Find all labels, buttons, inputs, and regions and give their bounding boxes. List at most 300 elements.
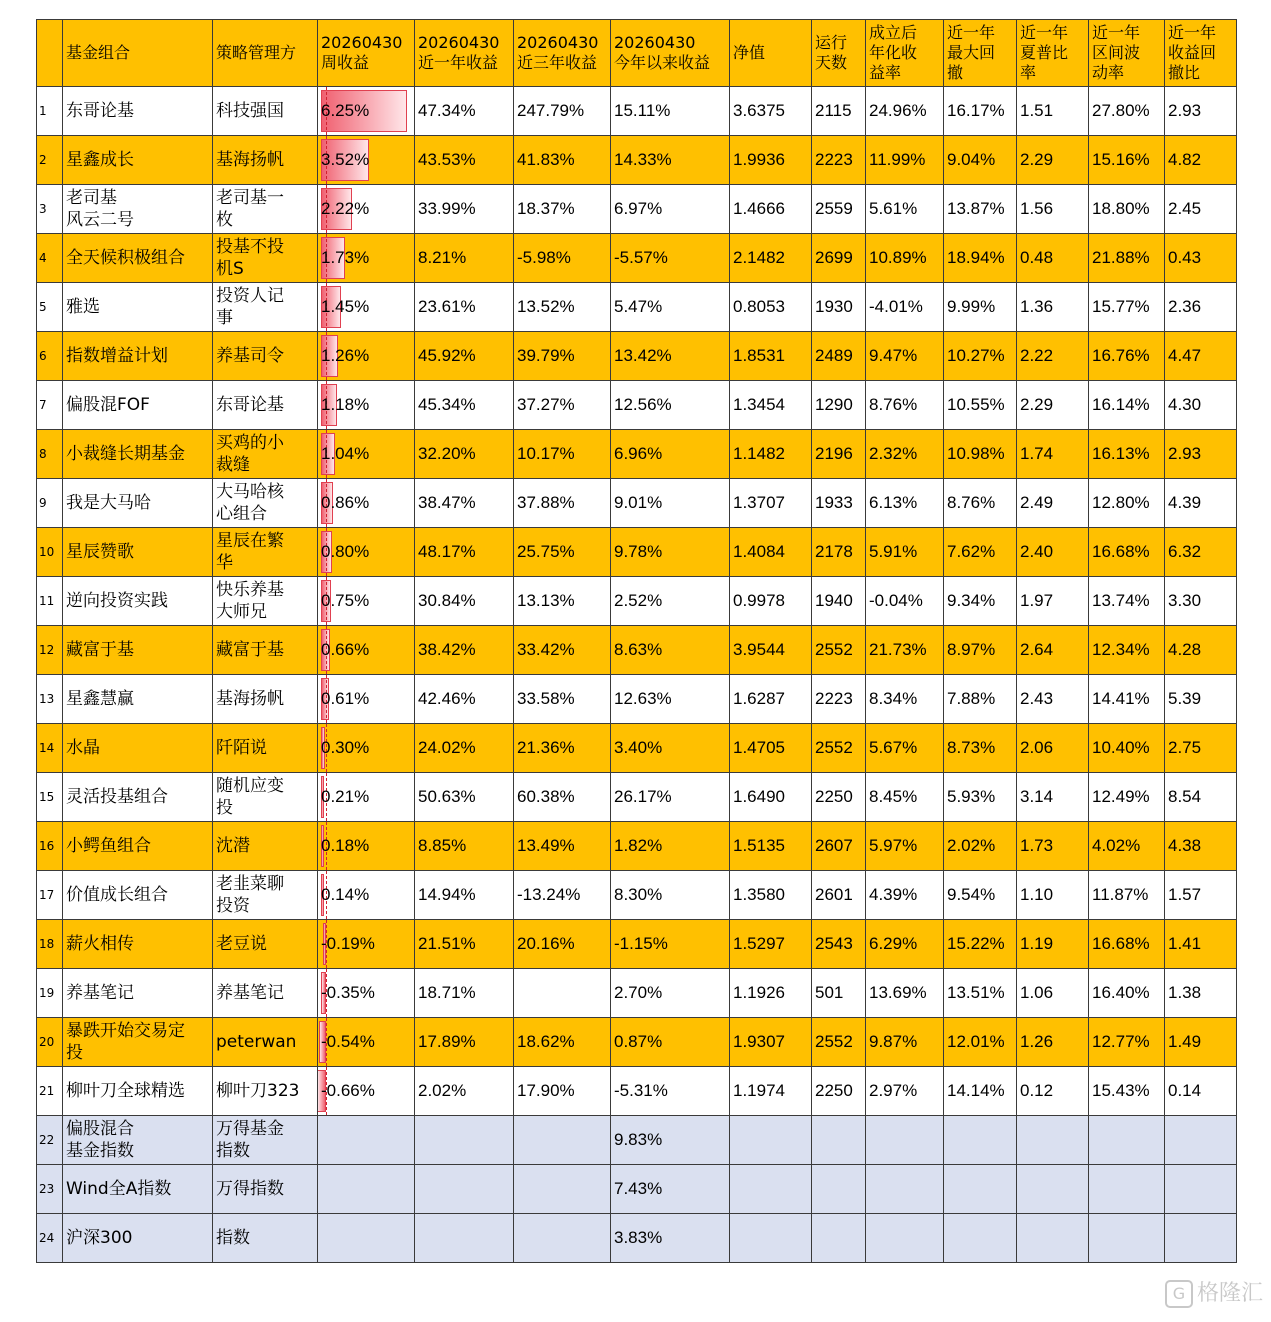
cell-run-days: 2178 bbox=[812, 528, 866, 577]
cell-manager: 投基不投 机S bbox=[213, 234, 318, 283]
cell-fund-name: 小裁缝长期基金 bbox=[63, 430, 213, 479]
table-row bbox=[37, 969, 1237, 1018]
cell-return-drawdown-ratio: 6.32 bbox=[1165, 528, 1237, 577]
cell-fund-name: 养基笔记 bbox=[63, 969, 213, 1018]
cell-fund-name: 沪深300 bbox=[63, 1214, 213, 1263]
cell-row-index: 14 bbox=[37, 724, 63, 773]
cell-return-drawdown-ratio: 2.93 bbox=[1165, 87, 1237, 136]
cell-fund-name: 藏富于基 bbox=[63, 626, 213, 675]
header-volatility: 近一年 区间波 动率 bbox=[1089, 20, 1165, 87]
cell-sharpe-ratio: 2.29 bbox=[1017, 136, 1089, 185]
cell-row-index: 6 bbox=[37, 332, 63, 381]
cell-sharpe-ratio: 3.14 bbox=[1017, 773, 1089, 822]
cell-one-year-return bbox=[415, 1165, 514, 1214]
cell-annualized-return: 8.45% bbox=[866, 773, 944, 822]
week-return-value: 3.52% bbox=[321, 150, 370, 169]
cell-sharpe-ratio: 2.64 bbox=[1017, 626, 1089, 675]
cell-three-year-return: 21.36% bbox=[514, 724, 611, 773]
cell-return-drawdown-ratio: 4.47 bbox=[1165, 332, 1237, 381]
cell-one-year-return: 18.71% bbox=[415, 969, 514, 1018]
cell-fund-name: 柳叶刀全球精选 bbox=[63, 1067, 213, 1116]
cell-volatility: 12.80% bbox=[1089, 479, 1165, 528]
cell-row-index: 24 bbox=[37, 1214, 63, 1263]
cell-week-return bbox=[318, 87, 415, 136]
table-row bbox=[37, 528, 1237, 577]
cell-three-year-return bbox=[514, 969, 611, 1018]
cell-ytd-return: 12.63% bbox=[611, 675, 730, 724]
cell-three-year-return: 13.13% bbox=[514, 577, 611, 626]
cell-ytd-return: 2.70% bbox=[611, 969, 730, 1018]
cell-nav: 1.4705 bbox=[730, 724, 812, 773]
cell-fund-name: 老司基 风云二号 bbox=[63, 185, 213, 234]
cell-nav: 1.1926 bbox=[730, 969, 812, 1018]
cell-ytd-return: 9.78% bbox=[611, 528, 730, 577]
cell-sharpe-ratio: 1.06 bbox=[1017, 969, 1089, 1018]
cell-row-index: 8 bbox=[37, 430, 63, 479]
table-row bbox=[37, 822, 1237, 871]
cell-manager: 星辰在繁 华 bbox=[213, 528, 318, 577]
cell-row-index: 2 bbox=[37, 136, 63, 185]
cell-three-year-return: 18.62% bbox=[514, 1018, 611, 1067]
cell-max-drawdown: 13.51% bbox=[944, 969, 1017, 1018]
cell-volatility: 16.76% bbox=[1089, 332, 1165, 381]
cell-sharpe-ratio: 0.48 bbox=[1017, 234, 1089, 283]
week-return-value: 0.80% bbox=[321, 542, 370, 561]
cell-nav: 3.9544 bbox=[730, 626, 812, 675]
cell-nav: 1.6287 bbox=[730, 675, 812, 724]
cell-nav: 1.4084 bbox=[730, 528, 812, 577]
cell-nav bbox=[730, 1116, 812, 1165]
header-annualized-return: 成立后 年化收 益率 bbox=[866, 20, 944, 87]
cell-one-year-return: 45.34% bbox=[415, 381, 514, 430]
cell-manager: 阡陌说 bbox=[213, 724, 318, 773]
cell-run-days bbox=[812, 1214, 866, 1263]
cell-row-index: 17 bbox=[37, 871, 63, 920]
cell-three-year-return: 247.79% bbox=[514, 87, 611, 136]
cell-annualized-return: 4.39% bbox=[866, 871, 944, 920]
cell-manager: 万得指数 bbox=[213, 1165, 318, 1214]
cell-fund-name: 星辰赞歌 bbox=[63, 528, 213, 577]
cell-volatility: 11.87% bbox=[1089, 871, 1165, 920]
week-return-value: 0.21% bbox=[321, 787, 370, 806]
cell-max-drawdown: 15.22% bbox=[944, 920, 1017, 969]
cell-manager: 老司基一 枚 bbox=[213, 185, 318, 234]
cell-annualized-return: 6.29% bbox=[866, 920, 944, 969]
cell-annualized-return bbox=[866, 1214, 944, 1263]
week-return-value: -0.66% bbox=[321, 1081, 375, 1100]
cell-nav: 1.9307 bbox=[730, 1018, 812, 1067]
cell-sharpe-ratio: 1.26 bbox=[1017, 1018, 1089, 1067]
cell-one-year-return: 2.02% bbox=[415, 1067, 514, 1116]
cell-volatility: 15.77% bbox=[1089, 283, 1165, 332]
cell-annualized-return: 8.34% bbox=[866, 675, 944, 724]
cell-three-year-return: -5.98% bbox=[514, 234, 611, 283]
table-row bbox=[37, 920, 1237, 969]
header-run-days: 运行 天数 bbox=[812, 20, 866, 87]
header-fund-name: 基金组合 bbox=[63, 20, 213, 87]
cell-max-drawdown: 18.94% bbox=[944, 234, 1017, 283]
cell-return-drawdown-ratio: 4.39 bbox=[1165, 479, 1237, 528]
cell-fund-name: Wind全A指数 bbox=[63, 1165, 213, 1214]
cell-fund-name: 全天候积极组合 bbox=[63, 234, 213, 283]
cell-ytd-return: -5.57% bbox=[611, 234, 730, 283]
cell-sharpe-ratio bbox=[1017, 1214, 1089, 1263]
cell-volatility: 12.49% bbox=[1089, 773, 1165, 822]
cell-manager: 基海扬帆 bbox=[213, 675, 318, 724]
cell-fund-name: 偏股混合 基金指数 bbox=[63, 1116, 213, 1165]
cell-week-return bbox=[318, 332, 415, 381]
cell-manager: 养基司令 bbox=[213, 332, 318, 381]
cell-three-year-return: 13.52% bbox=[514, 283, 611, 332]
cell-one-year-return: 43.53% bbox=[415, 136, 514, 185]
cell-nav: 1.3707 bbox=[730, 479, 812, 528]
cell-three-year-return: 25.75% bbox=[514, 528, 611, 577]
cell-return-drawdown-ratio: 4.38 bbox=[1165, 822, 1237, 871]
week-return-value: 2.22% bbox=[321, 199, 370, 218]
cell-max-drawdown bbox=[944, 1165, 1017, 1214]
cell-return-drawdown-ratio bbox=[1165, 1165, 1237, 1214]
cell-volatility: 12.34% bbox=[1089, 626, 1165, 675]
cell-week-return bbox=[318, 430, 415, 479]
cell-ytd-return: 13.42% bbox=[611, 332, 730, 381]
cell-fund-name: 小鳄鱼组合 bbox=[63, 822, 213, 871]
cell-ytd-return: 6.96% bbox=[611, 430, 730, 479]
week-return-value: 0.86% bbox=[321, 493, 370, 512]
cell-volatility: 14.41% bbox=[1089, 675, 1165, 724]
cell-one-year-return bbox=[415, 1214, 514, 1263]
cell-annualized-return: 6.13% bbox=[866, 479, 944, 528]
cell-ytd-return: 0.87% bbox=[611, 1018, 730, 1067]
cell-sharpe-ratio: 1.10 bbox=[1017, 871, 1089, 920]
index-row bbox=[37, 1165, 1237, 1214]
cell-ytd-return: 9.01% bbox=[611, 479, 730, 528]
cell-fund-name: 价值成长组合 bbox=[63, 871, 213, 920]
cell-row-index: 22 bbox=[37, 1116, 63, 1165]
table-row bbox=[37, 577, 1237, 626]
cell-one-year-return: 47.34% bbox=[415, 87, 514, 136]
cell-fund-name: 逆向投资实践 bbox=[63, 577, 213, 626]
header-three-year-return: 20260430 近三年收益 bbox=[514, 20, 611, 87]
cell-nav: 1.3580 bbox=[730, 871, 812, 920]
cell-row-index: 12 bbox=[37, 626, 63, 675]
cell-sharpe-ratio: 2.06 bbox=[1017, 724, 1089, 773]
cell-max-drawdown: 13.87% bbox=[944, 185, 1017, 234]
cell-nav bbox=[730, 1165, 812, 1214]
cell-annualized-return: 9.87% bbox=[866, 1018, 944, 1067]
cell-max-drawdown: 10.55% bbox=[944, 381, 1017, 430]
cell-ytd-return: 26.17% bbox=[611, 773, 730, 822]
cell-three-year-return: 17.90% bbox=[514, 1067, 611, 1116]
cell-fund-name: 星鑫成长 bbox=[63, 136, 213, 185]
cell-annualized-return: 5.91% bbox=[866, 528, 944, 577]
cell-week-return bbox=[318, 381, 415, 430]
cell-volatility: 13.74% bbox=[1089, 577, 1165, 626]
cell-fund-name: 指数增益计划 bbox=[63, 332, 213, 381]
cell-annualized-return: -0.04% bbox=[866, 577, 944, 626]
cell-return-drawdown-ratio: 1.41 bbox=[1165, 920, 1237, 969]
table-row bbox=[37, 1018, 1237, 1067]
cell-one-year-return: 8.85% bbox=[415, 822, 514, 871]
cell-volatility: 4.02% bbox=[1089, 822, 1165, 871]
cell-row-index: 13 bbox=[37, 675, 63, 724]
logo-g-icon: G bbox=[1165, 1280, 1193, 1308]
cell-manager: 买鸡的小 裁缝 bbox=[213, 430, 318, 479]
cell-return-drawdown-ratio: 4.28 bbox=[1165, 626, 1237, 675]
cell-return-drawdown-ratio bbox=[1165, 1214, 1237, 1263]
cell-volatility: 12.77% bbox=[1089, 1018, 1165, 1067]
cell-nav bbox=[730, 1214, 812, 1263]
week-return-value: 1.04% bbox=[321, 444, 370, 463]
header-row bbox=[37, 20, 1237, 87]
cell-row-index: 21 bbox=[37, 1067, 63, 1116]
cell-return-drawdown-ratio bbox=[1165, 1116, 1237, 1165]
cell-three-year-return: 39.79% bbox=[514, 332, 611, 381]
cell-run-days: 2552 bbox=[812, 1018, 866, 1067]
cell-run-days: 501 bbox=[812, 969, 866, 1018]
cell-ytd-return: -5.31% bbox=[611, 1067, 730, 1116]
cell-run-days: 2552 bbox=[812, 724, 866, 773]
week-return-value: 1.26% bbox=[321, 346, 370, 365]
header-one-year-return: 20260430 近一年收益 bbox=[415, 20, 514, 87]
cell-sharpe-ratio: 0.12 bbox=[1017, 1067, 1089, 1116]
cell-one-year-return: 42.46% bbox=[415, 675, 514, 724]
cell-manager: 藏富于基 bbox=[213, 626, 318, 675]
cell-sharpe-ratio: 2.22 bbox=[1017, 332, 1089, 381]
cell-one-year-return: 33.99% bbox=[415, 185, 514, 234]
cell-max-drawdown: 5.93% bbox=[944, 773, 1017, 822]
cell-three-year-return: 13.49% bbox=[514, 822, 611, 871]
cell-three-year-return: 20.16% bbox=[514, 920, 611, 969]
cell-manager: 东哥论基 bbox=[213, 381, 318, 430]
cell-max-drawdown: 2.02% bbox=[944, 822, 1017, 871]
cell-one-year-return: 21.51% bbox=[415, 920, 514, 969]
cell-max-drawdown: 9.34% bbox=[944, 577, 1017, 626]
cell-ytd-return: -1.15% bbox=[611, 920, 730, 969]
cell-sharpe-ratio: 2.29 bbox=[1017, 381, 1089, 430]
cell-three-year-return: 60.38% bbox=[514, 773, 611, 822]
cell-manager: 基海扬帆 bbox=[213, 136, 318, 185]
week-return-value: 0.18% bbox=[321, 836, 370, 855]
cell-nav: 1.1974 bbox=[730, 1067, 812, 1116]
cell-nav: 3.6375 bbox=[730, 87, 812, 136]
cell-fund-name: 东哥论基 bbox=[63, 87, 213, 136]
cell-volatility: 15.43% bbox=[1089, 1067, 1165, 1116]
cell-annualized-return: 24.96% bbox=[866, 87, 944, 136]
cell-max-drawdown bbox=[944, 1116, 1017, 1165]
table-row bbox=[37, 136, 1237, 185]
header-max-drawdown: 近一年 最大回 撤 bbox=[944, 20, 1017, 87]
cell-run-days: 2250 bbox=[812, 1067, 866, 1116]
table-row bbox=[37, 626, 1237, 675]
cell-sharpe-ratio: 1.73 bbox=[1017, 822, 1089, 871]
header-sharpe-ratio: 近一年 夏普比 率 bbox=[1017, 20, 1089, 87]
cell-one-year-return: 50.63% bbox=[415, 773, 514, 822]
cell-run-days bbox=[812, 1116, 866, 1165]
cell-row-index: 20 bbox=[37, 1018, 63, 1067]
cell-week-return bbox=[318, 479, 415, 528]
cell-return-drawdown-ratio: 2.36 bbox=[1165, 283, 1237, 332]
cell-week-return bbox=[318, 822, 415, 871]
cell-run-days: 2223 bbox=[812, 136, 866, 185]
cell-week-return bbox=[318, 724, 415, 773]
cell-sharpe-ratio: 1.56 bbox=[1017, 185, 1089, 234]
cell-manager: 老韭菜聊 投资 bbox=[213, 871, 318, 920]
cell-three-year-return bbox=[514, 1214, 611, 1263]
cell-max-drawdown: 9.99% bbox=[944, 283, 1017, 332]
cell-return-drawdown-ratio: 1.38 bbox=[1165, 969, 1237, 1018]
cell-annualized-return: 11.99% bbox=[866, 136, 944, 185]
cell-run-days: 1940 bbox=[812, 577, 866, 626]
cell-volatility bbox=[1089, 1116, 1165, 1165]
cell-return-drawdown-ratio: 0.14 bbox=[1165, 1067, 1237, 1116]
fund-performance-table bbox=[36, 19, 1237, 1263]
cell-sharpe-ratio bbox=[1017, 1165, 1089, 1214]
cell-ytd-return: 12.56% bbox=[611, 381, 730, 430]
cell-annualized-return: 5.97% bbox=[866, 822, 944, 871]
cell-ytd-return: 6.97% bbox=[611, 185, 730, 234]
cell-sharpe-ratio: 1.19 bbox=[1017, 920, 1089, 969]
cell-max-drawdown: 10.98% bbox=[944, 430, 1017, 479]
cell-return-drawdown-ratio: 1.49 bbox=[1165, 1018, 1237, 1067]
week-return-value: 0.14% bbox=[321, 885, 370, 904]
cell-volatility: 21.88% bbox=[1089, 234, 1165, 283]
cell-row-index: 4 bbox=[37, 234, 63, 283]
table-row bbox=[37, 185, 1237, 234]
cell-annualized-return bbox=[866, 1116, 944, 1165]
cell-week-return bbox=[318, 773, 415, 822]
cell-volatility: 16.40% bbox=[1089, 969, 1165, 1018]
watermark-text: 格隆汇 bbox=[1196, 1281, 1263, 1306]
cell-run-days: 1930 bbox=[812, 283, 866, 332]
cell-nav: 1.1482 bbox=[730, 430, 812, 479]
cell-run-days: 2115 bbox=[812, 87, 866, 136]
cell-run-days: 2699 bbox=[812, 234, 866, 283]
cell-nav: 0.8053 bbox=[730, 283, 812, 332]
cell-sharpe-ratio: 1.51 bbox=[1017, 87, 1089, 136]
cell-week-return bbox=[318, 577, 415, 626]
cell-week-return bbox=[318, 234, 415, 283]
cell-sharpe-ratio bbox=[1017, 1116, 1089, 1165]
cell-three-year-return: 41.83% bbox=[514, 136, 611, 185]
cell-max-drawdown: 10.27% bbox=[944, 332, 1017, 381]
cell-run-days: 1933 bbox=[812, 479, 866, 528]
cell-volatility: 16.13% bbox=[1089, 430, 1165, 479]
cell-row-index: 18 bbox=[37, 920, 63, 969]
cell-return-drawdown-ratio: 4.30 bbox=[1165, 381, 1237, 430]
cell-run-days: 2601 bbox=[812, 871, 866, 920]
cell-return-drawdown-ratio: 8.54 bbox=[1165, 773, 1237, 822]
cell-three-year-return: 18.37% bbox=[514, 185, 611, 234]
cell-three-year-return: 33.58% bbox=[514, 675, 611, 724]
cell-return-drawdown-ratio: 1.57 bbox=[1165, 871, 1237, 920]
cell-max-drawdown: 8.73% bbox=[944, 724, 1017, 773]
cell-return-drawdown-ratio: 2.93 bbox=[1165, 430, 1237, 479]
cell-max-drawdown: 9.54% bbox=[944, 871, 1017, 920]
cell-max-drawdown: 8.97% bbox=[944, 626, 1017, 675]
cell-one-year-return: 32.20% bbox=[415, 430, 514, 479]
cell-nav: 1.4666 bbox=[730, 185, 812, 234]
cell-max-drawdown: 7.62% bbox=[944, 528, 1017, 577]
table-row bbox=[37, 430, 1237, 479]
table-row bbox=[37, 871, 1237, 920]
cell-ytd-return: 7.43% bbox=[611, 1165, 730, 1214]
cell-fund-name: 薪火相传 bbox=[63, 920, 213, 969]
cell-run-days: 2559 bbox=[812, 185, 866, 234]
cell-run-days: 2489 bbox=[812, 332, 866, 381]
cell-max-drawdown: 8.76% bbox=[944, 479, 1017, 528]
index-row bbox=[37, 1116, 1237, 1165]
cell-nav: 1.3454 bbox=[730, 381, 812, 430]
table-row bbox=[37, 234, 1237, 283]
cell-one-year-return: 48.17% bbox=[415, 528, 514, 577]
cell-manager: 随机应变 投 bbox=[213, 773, 318, 822]
cell-row-index: 5 bbox=[37, 283, 63, 332]
cell-week-return bbox=[318, 1165, 415, 1214]
cell-three-year-return bbox=[514, 1165, 611, 1214]
cell-nav: 1.8531 bbox=[730, 332, 812, 381]
week-return-value: 0.61% bbox=[321, 689, 370, 708]
cell-sharpe-ratio: 2.40 bbox=[1017, 528, 1089, 577]
cell-manager: 柳叶刀323 bbox=[213, 1067, 318, 1116]
cell-three-year-return: 10.17% bbox=[514, 430, 611, 479]
cell-three-year-return bbox=[514, 1116, 611, 1165]
cell-row-index: 19 bbox=[37, 969, 63, 1018]
cell-one-year-return: 17.89% bbox=[415, 1018, 514, 1067]
cell-one-year-return: 45.92% bbox=[415, 332, 514, 381]
cell-fund-name: 水晶 bbox=[63, 724, 213, 773]
cell-week-return bbox=[318, 626, 415, 675]
week-return-value: 0.30% bbox=[321, 738, 370, 757]
cell-return-drawdown-ratio: 0.43 bbox=[1165, 234, 1237, 283]
cell-nav: 1.5297 bbox=[730, 920, 812, 969]
cell-max-drawdown bbox=[944, 1214, 1017, 1263]
table-row bbox=[37, 479, 1237, 528]
cell-ytd-return: 3.83% bbox=[611, 1214, 730, 1263]
cell-annualized-return: -4.01% bbox=[866, 283, 944, 332]
table-row bbox=[37, 675, 1237, 724]
cell-ytd-return: 5.47% bbox=[611, 283, 730, 332]
cell-week-return bbox=[318, 920, 415, 969]
cell-run-days: 2196 bbox=[812, 430, 866, 479]
cell-one-year-return: 30.84% bbox=[415, 577, 514, 626]
cell-row-index: 23 bbox=[37, 1165, 63, 1214]
cell-volatility bbox=[1089, 1214, 1165, 1263]
cell-sharpe-ratio: 2.49 bbox=[1017, 479, 1089, 528]
cell-manager: 指数 bbox=[213, 1214, 318, 1263]
cell-one-year-return: 38.47% bbox=[415, 479, 514, 528]
cell-run-days: 2250 bbox=[812, 773, 866, 822]
cell-annualized-return bbox=[866, 1165, 944, 1214]
cell-ytd-return: 15.11% bbox=[611, 87, 730, 136]
cell-nav: 0.9978 bbox=[730, 577, 812, 626]
cell-run-days: 2543 bbox=[812, 920, 866, 969]
cell-run-days: 2552 bbox=[812, 626, 866, 675]
cell-manager: 老豆说 bbox=[213, 920, 318, 969]
cell-volatility: 15.16% bbox=[1089, 136, 1165, 185]
cell-sharpe-ratio: 2.43 bbox=[1017, 675, 1089, 724]
cell-volatility: 10.40% bbox=[1089, 724, 1165, 773]
cell-row-index: 1 bbox=[37, 87, 63, 136]
cell-manager: 快乐养基 大师兄 bbox=[213, 577, 318, 626]
cell-nav: 1.5135 bbox=[730, 822, 812, 871]
cell-max-drawdown: 7.88% bbox=[944, 675, 1017, 724]
cell-ytd-return: 14.33% bbox=[611, 136, 730, 185]
cell-one-year-return: 38.42% bbox=[415, 626, 514, 675]
header-row-index bbox=[37, 20, 63, 87]
cell-volatility bbox=[1089, 1165, 1165, 1214]
cell-week-return bbox=[318, 283, 415, 332]
week-return-value: 1.73% bbox=[321, 248, 370, 267]
